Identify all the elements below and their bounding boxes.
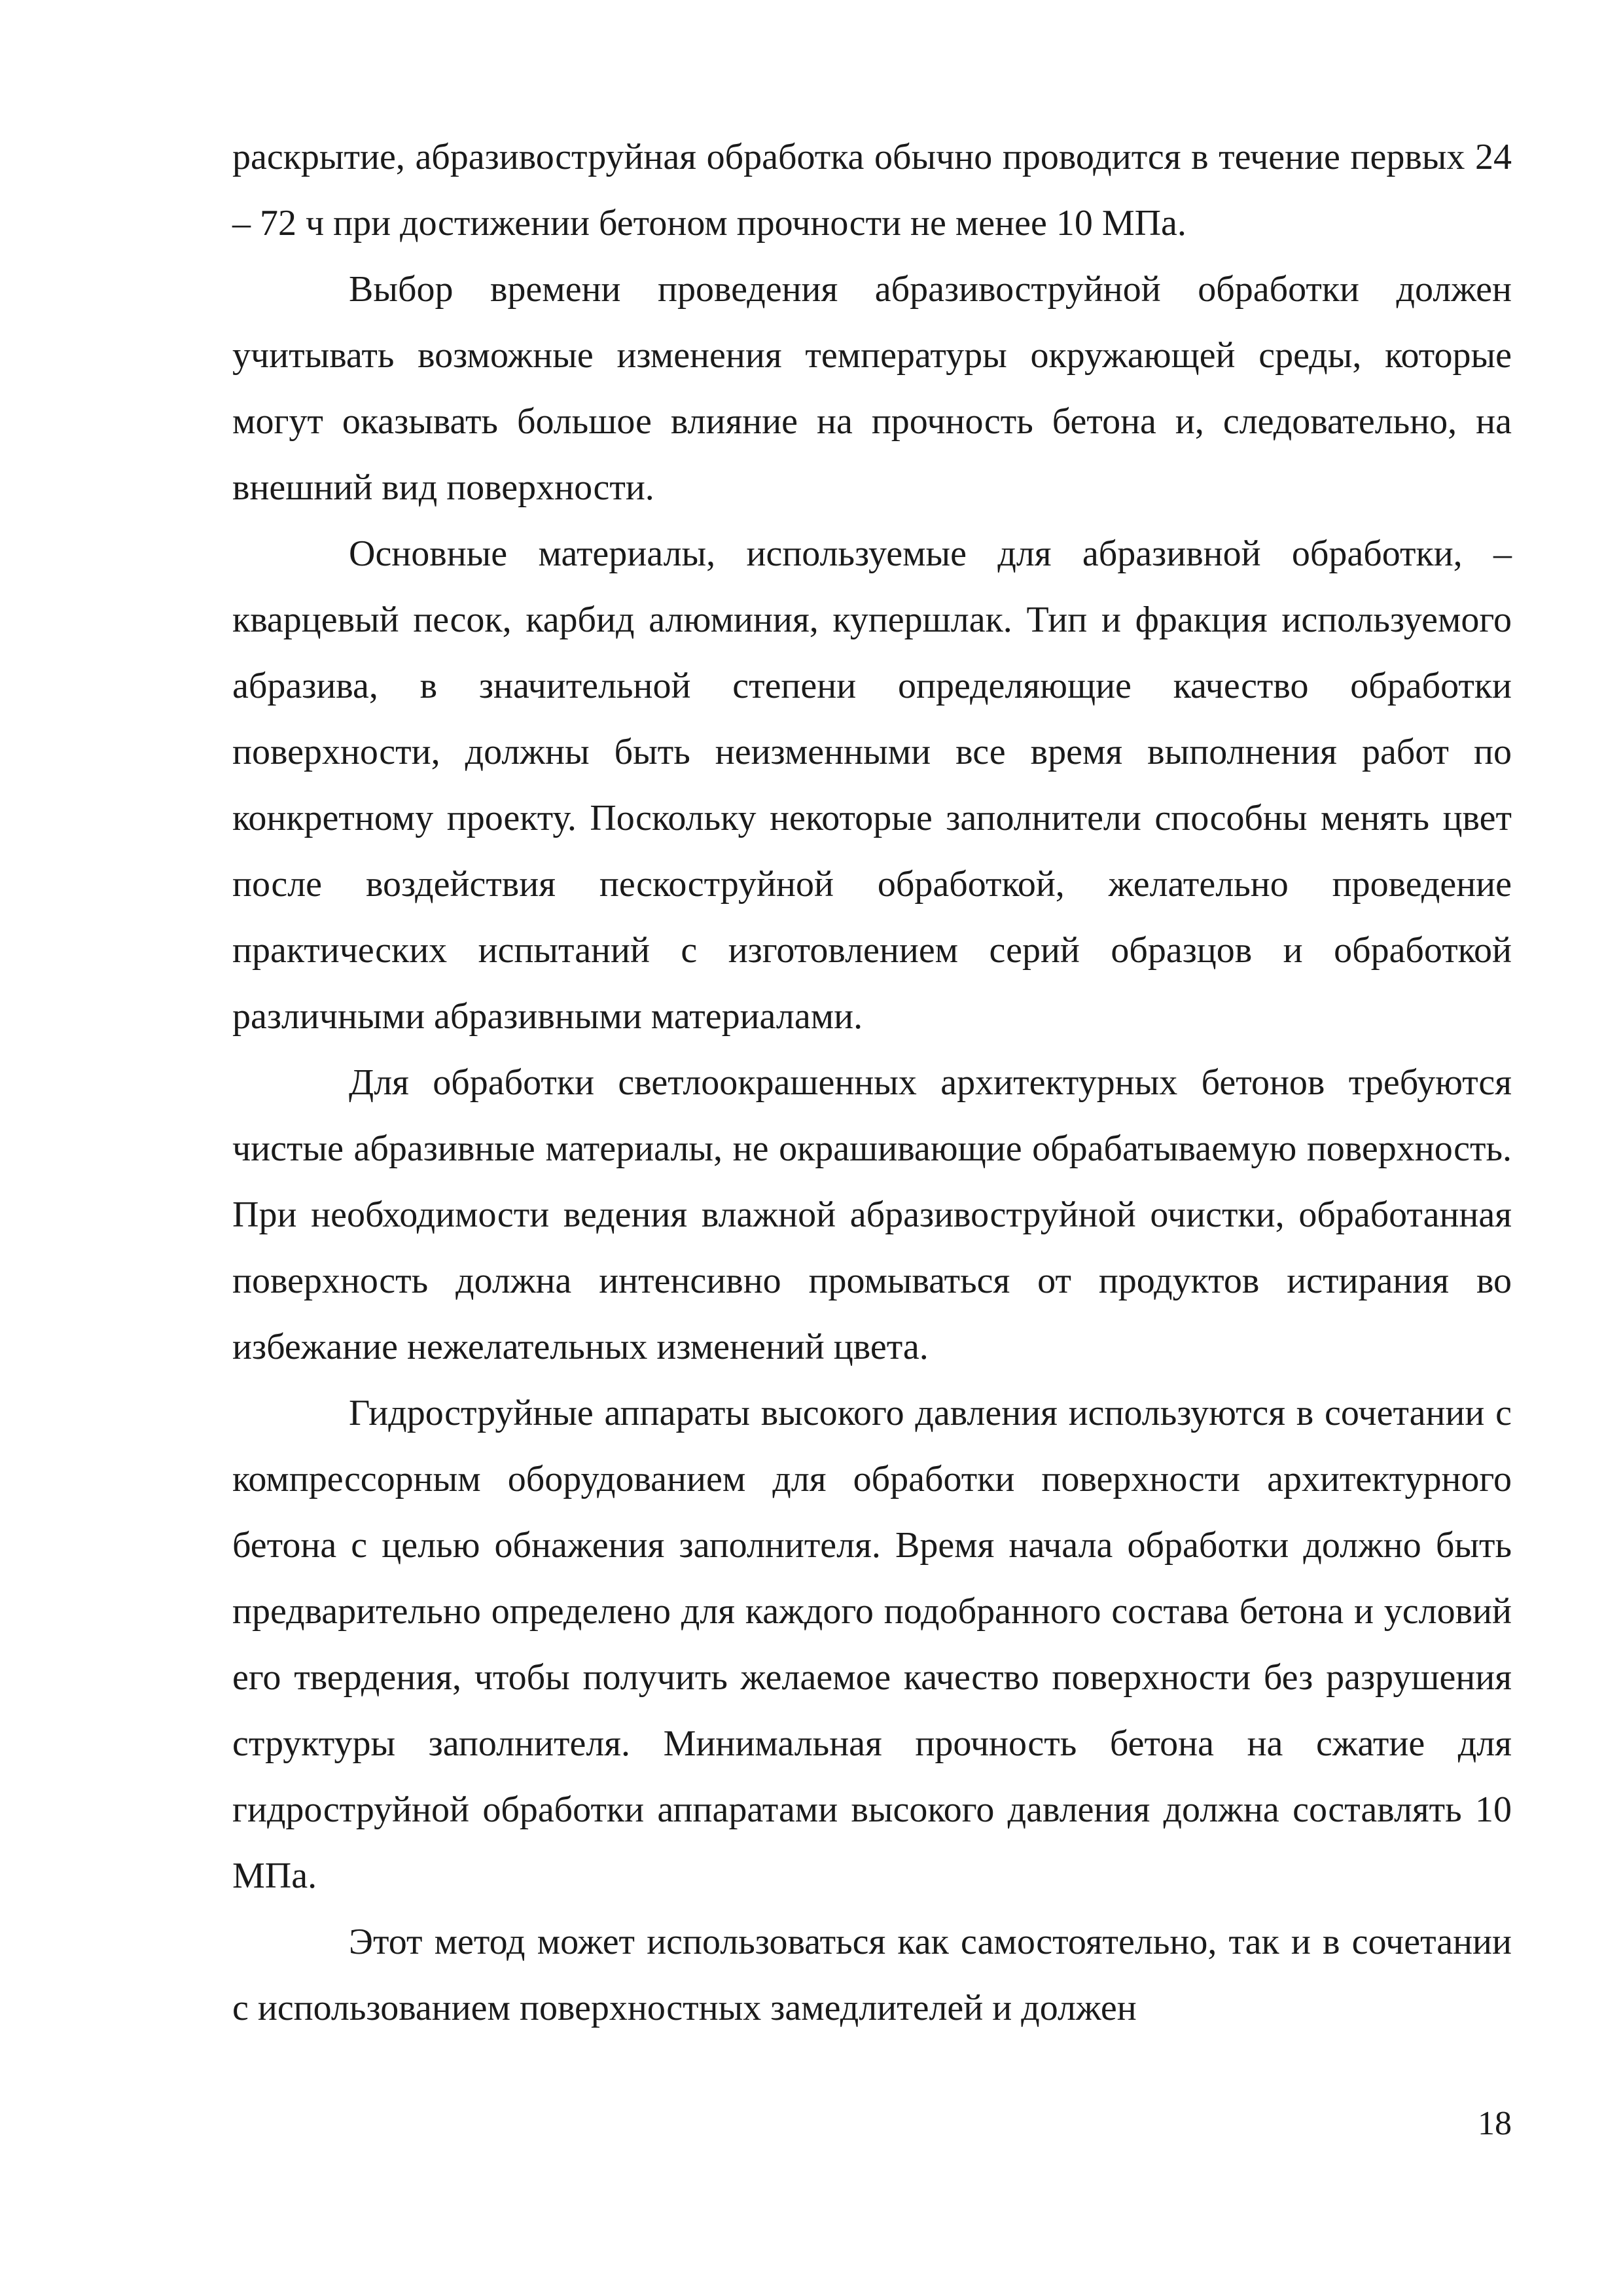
body-text	[232, 124, 1512, 2041]
paragraph-hydrojet: Гидроструйные аппараты высокого давления используются в сочетании с компрессорным оборудованием для обработки поверхности архитектурного бетона с целью обнажения заполнителя. Время начала обработки должно быть предварительно определено для каждого подобранного состава бетона и условий его твердения, чтобы получить желаемое качество поверхности без разрушения структуры заполнителя. Минимальная прочность бетона на сжатие для гидроструйной обработки аппаратами высокого давления должна составлять 10 МПа.	[232, 1393, 1512, 1896]
paragraph-method: Этот метод может использоваться как самостоятельно, так и в сочетании с использованием поверхностных замедлителей и должен	[232, 1922, 1512, 2028]
paragraph-materials: Основные материалы, используемые для абразивной обработки, – кварцевый песок, карбид алюминия, купершлак. Тип и фракция используемого абразива, в значительной степени определяющие качество обработки поверхности, должны быть неизменными все время выполнения работ по конкретному проекту. Поскольку некоторые заполнители способны менять цвет после воздействия пескоструйной обработкой, желательно проведение практических испытаний с изготовлением серий образцов и обработкой различными абразивными материалами.	[232, 533, 1512, 1037]
page-number: 18	[1478, 2105, 1512, 2142]
paragraph-continuation: раскрытие, абразивоструйная обработка обычно проводится в течение первых 24 – 72 ч при достижении бетоном прочности не менее 10 МПа.	[232, 137, 1512, 243]
paragraph-timing: Выбор времени проведения абразивоструйной обработки должен учитывать возможные изменения температуры окружающей среды, которые могут оказывать большое влияние на прочность бетона и, следовательно, на внешний вид поверхности.	[232, 269, 1512, 508]
paragraph-light-concrete: Для обработки светлоокрашенных архитектурных бетонов требуются чистые абразивные материалы, не окрашивающие обрабатываемую поверхность. При необходимости ведения влажной абразивоструйной очистки, обработанная поверхность должна интенсивно промываться от продуктов истирания во избежание нежелательных изменений цвета.	[232, 1062, 1512, 1367]
